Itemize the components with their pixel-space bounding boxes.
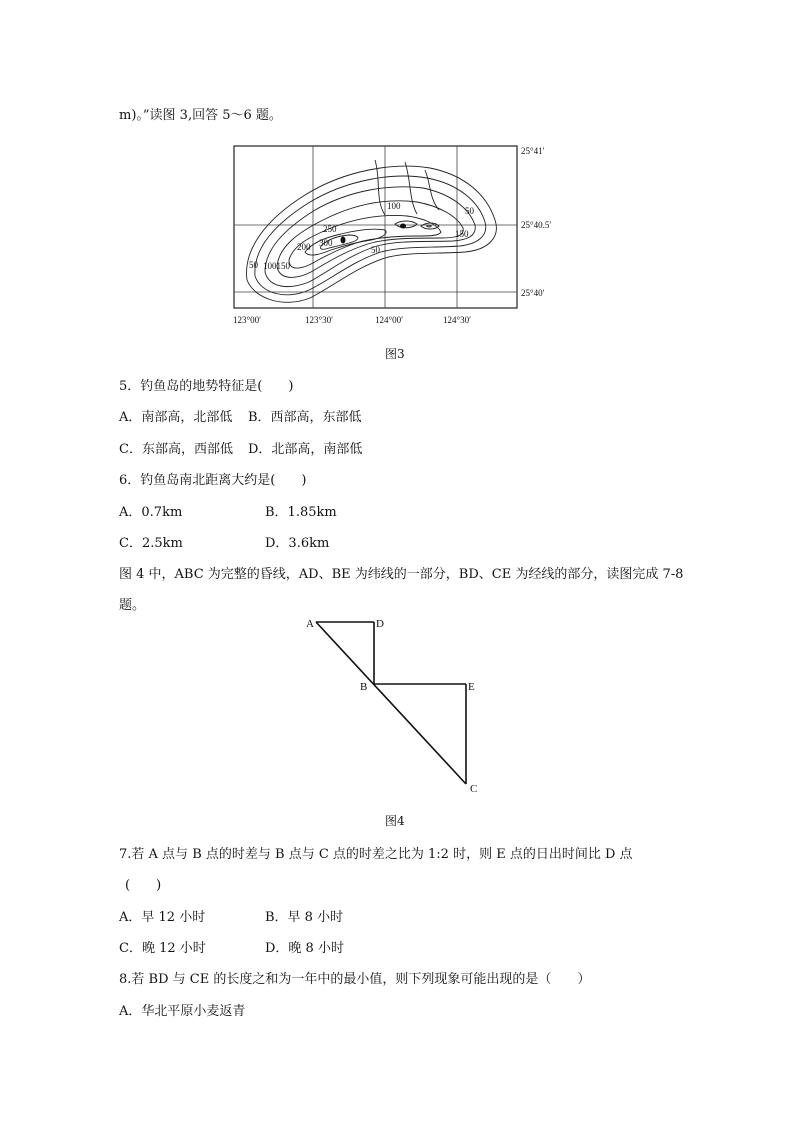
- contour-label: 250: [323, 224, 337, 234]
- figure3-caption: 图3: [385, 347, 405, 361]
- lon-label: 123°00′: [233, 315, 262, 325]
- q7-option-d[interactable]: D．晚 8 小时: [265, 941, 344, 956]
- point-label-e: E: [468, 681, 475, 693]
- figure4-intro-line1: 图 4 中，ABC 为完整的昏线，AD、BE 为纬线的一部分，BD、CE 为经线的部分，读图完成 7-8: [119, 567, 684, 582]
- q6-option-a[interactable]: A．0.7km: [119, 505, 183, 520]
- contour-label: 300: [319, 238, 333, 248]
- lon-label: 124°30′: [443, 315, 472, 325]
- point-label-a: A: [306, 618, 314, 630]
- q7-paren: ( ): [125, 878, 162, 893]
- q6-option-d[interactable]: D．3.6km: [265, 536, 330, 551]
- contour-label: 150: [455, 229, 469, 239]
- figure4-intro-line2: 题。: [119, 598, 146, 613]
- q5-option-d[interactable]: D．北部高，南部低: [248, 442, 363, 457]
- contour-label: 100150: [263, 261, 290, 271]
- q7-option-a[interactable]: A．早 12 小时: [119, 910, 206, 925]
- q5-option-a[interactable]: A．南部高，北部低: [119, 410, 233, 425]
- q5-stem: 5．钓鱼岛的地势特征是( ): [119, 379, 294, 394]
- q5-option-b[interactable]: B．西部高，东部低: [248, 410, 362, 425]
- lon-label: 124°00′: [375, 315, 404, 325]
- q8-stem: 8.若 BD 与 CE 的长度之和为一年中的最小值，则下列现象可能出现的是（ ）: [119, 972, 591, 987]
- q7-stem: 7.若 A 点与 B 点的时差与 B 点与 C 点的时差之比为 1:2 时，则 E 点的日出时间比 D 点: [119, 847, 633, 862]
- q7-option-c[interactable]: C．晚 12 小时: [119, 941, 206, 956]
- lat-label: 25°41′: [521, 146, 545, 156]
- figure3-contour-map: [225, 140, 565, 330]
- point-label-b: B: [360, 681, 368, 693]
- q6-stem: 6．钓鱼岛南北距离大约是( ): [119, 473, 307, 488]
- q6-option-b[interactable]: B．1.85km: [265, 505, 337, 520]
- intro-text: m)。”读图 3,回答 5～6 题。: [119, 108, 282, 123]
- q5-option-c[interactable]: C．东部高，西部低: [119, 442, 233, 457]
- q7-option-b[interactable]: B．早 8 小时: [265, 910, 344, 925]
- contour-label: 100: [387, 201, 401, 211]
- lat-label: 25°40′: [521, 288, 545, 298]
- figure4-diagram: [300, 612, 500, 802]
- point-label-c: C: [470, 783, 478, 795]
- figure4-caption: 图4: [385, 814, 405, 828]
- q6-option-c[interactable]: C．2.5km: [119, 536, 183, 551]
- contour-label: 50: [465, 206, 474, 216]
- contour-label: 200: [297, 242, 311, 252]
- q8-option-a[interactable]: A．华北平原小麦返青: [119, 1004, 246, 1019]
- point-label-d: D: [376, 618, 384, 630]
- lat-label: 25°40.5′: [521, 220, 552, 230]
- contour-label: 50: [249, 260, 258, 270]
- contour-label: 50: [371, 245, 380, 255]
- lon-label: 123°30′: [305, 315, 334, 325]
